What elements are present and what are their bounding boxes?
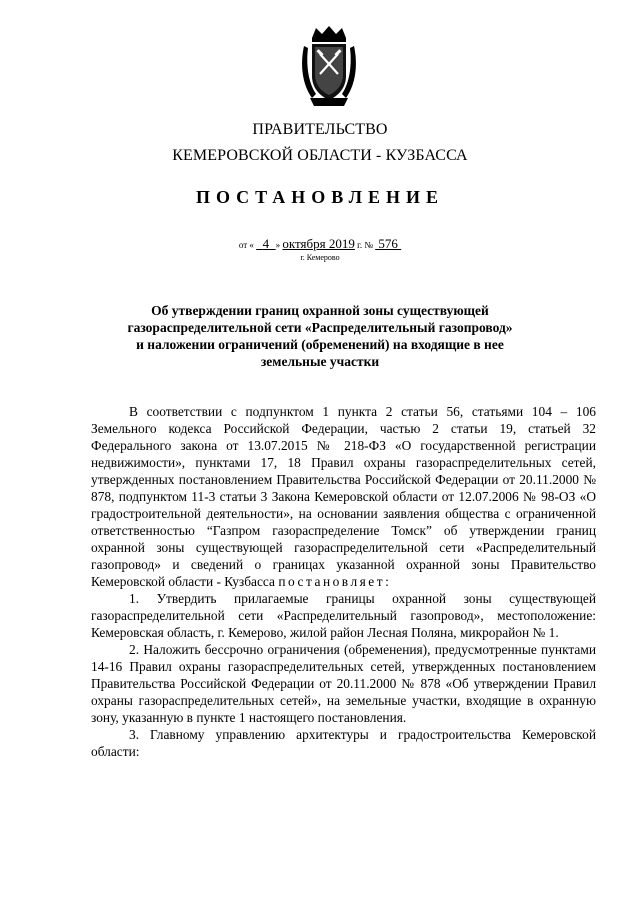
title-line: газораспределительной сети «Распределительный газопровод» (127, 320, 513, 335)
body-paragraph-item-1: 1. Утвердить прилагаемые границы охранной зоны существующей газораспределительной сети «Распределительный газопровод», местоположение: Кемеровская область, г. Кемерово, жилой район Лесная Поляна, микрорайон № 1. (91, 591, 596, 640)
government-name-line2: КЕМЕРОВСКОЙ ОБЛАСТИ - КУЗБАССА (172, 147, 468, 164)
date-day: 4 (262, 236, 270, 251)
document-body (91, 403, 596, 760)
title-line: земельные участки (260, 354, 380, 369)
date-year-suffix: г. (357, 240, 363, 250)
resolves-phrase: постановляет: (278, 574, 392, 589)
government-name-line1: ПРАВИТЕЛЬСТВО (252, 121, 388, 138)
title-line: и наложении ограничений (обременений) на входящие в нее (136, 337, 504, 352)
date-quote-close: » (275, 240, 281, 250)
date-number-line (0, 236, 640, 252)
date-month-year: октября 2019 (282, 236, 355, 251)
coat-of-arms-icon (298, 24, 360, 108)
document-title (100, 302, 540, 370)
body-paragraph-preamble: В соответствии с подпунктом 1 пункта 2 статьи 56, статьями 104 – 106 Земельного кодекса Российской Федерации, частью 2 статьи 19, статьей 32 Федерального закона от 13.07.2015 № 218-ФЗ «О государственной регистрации недвижимости», пунктами 17, 18 Правил охраны газораспределительных сетей, утвержденных постановлением Правительства Российской Федерации от 20.11.2000 № 878, подпунктом 11-3 статьи 3 Закона Кемеровской области от 12.07.2006 № 98-ОЗ «О градостроительной деятельности», на основании заявления общества с ограниченной ответственностью “Газпром газораспределение Томск” об утверждении границ охранной зоны существующей газораспределительной сети «Распределительный газопровод» и сведений о границах указанной охранной зоны Правительство Кемеровской области - Кузбасса постановляет: (91, 404, 596, 589)
city-label: г. Кемерово (300, 253, 340, 262)
document-number: 576 (378, 236, 398, 251)
document-type-heading: ПОСТАНОВЛЕНИЕ (195, 187, 445, 207)
body-paragraph-item-2: 2. Наложить бессрочно ограничения (обременения), предусмотренные пунктами 14-16 Правил охраны газораспределительных сетей, утвержденных постановлением Правительства Российской Федерации от 20.11.2000 № 878 «Об утверждении Правил охраны газораспределительных сетей», на земельные участки, входящие в охранную зону, указанную в пункте 1 настоящего постановления. (91, 642, 596, 725)
body-paragraph-item-3: 3. Главному управлению архитектуры и градостроительства Кемеровской области: (91, 727, 596, 759)
title-line: Об утверждении границ охранной зоны существующей (151, 303, 489, 318)
number-label: № (364, 240, 373, 250)
date-prefix: от « (238, 240, 254, 250)
